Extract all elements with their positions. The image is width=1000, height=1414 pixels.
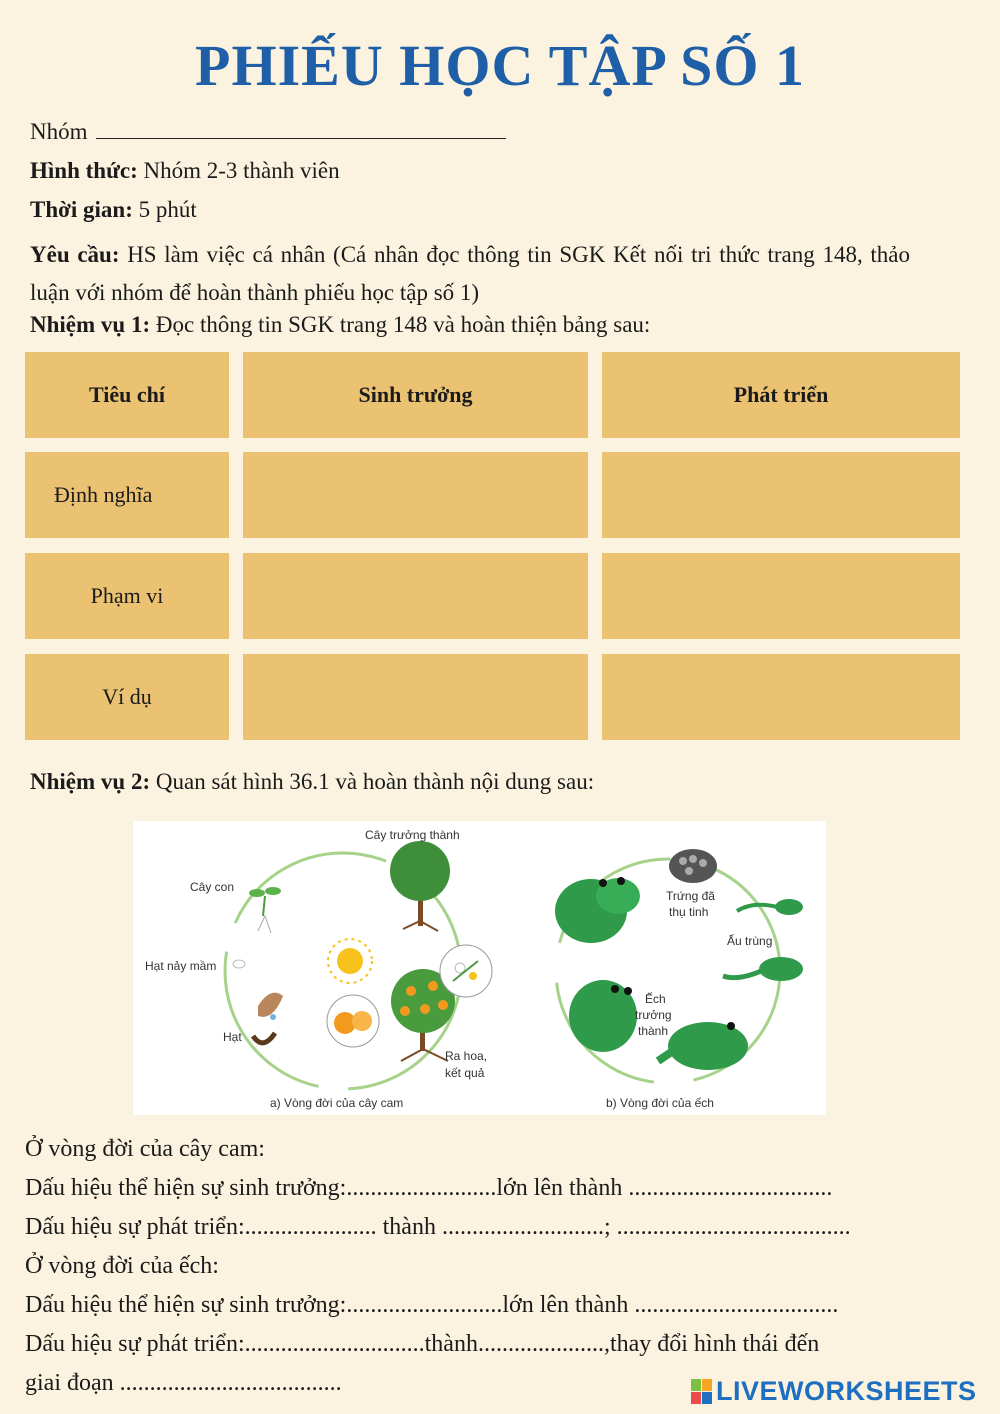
- caption-orange-cycle: a) Vòng đời của cây cam: [270, 1096, 404, 1110]
- cell-example-growth[interactable]: [243, 654, 588, 740]
- mature-frog-icon: [569, 980, 637, 1052]
- form-label: Hình thức:: [30, 158, 138, 183]
- seedling-icon: [249, 887, 281, 933]
- label-germinating-seed: Hạt nảy mầm: [145, 959, 217, 973]
- life-cycle-illustration: [133, 821, 826, 1115]
- liveworksheets-brand: [690, 1376, 977, 1407]
- question-orange-growth[interactable]: Dấu hiệu thể hiện sự sinh trưởng:.........................lớn lên thành ..................................: [25, 1175, 833, 1201]
- brand-name: LIVEWORKSHEETS: [716, 1376, 977, 1406]
- label-adult-frog-1: Ếch: [645, 992, 666, 1006]
- orange-fruit-icon: [327, 995, 379, 1047]
- task1-value: Đọc thông tin SGK trang 148 và hoàn thiện bảng sau:: [150, 312, 651, 337]
- mature-tree-icon: [390, 841, 450, 931]
- seed-icon: [253, 993, 283, 1043]
- adult-frogs-icon: [555, 877, 640, 943]
- label-fertilized-eggs-1: Trứng đã: [666, 889, 715, 903]
- group-name-blank[interactable]: [96, 118, 506, 139]
- question-frog-development[interactable]: Dấu hiệu sự phát triển:..............................thành.....................,thay đổi hình thái đến: [25, 1331, 820, 1357]
- row-label-example: Ví dụ: [25, 654, 229, 740]
- label-seed: Hạt: [223, 1030, 242, 1044]
- row-label-definition: Định nghĩa: [25, 452, 229, 538]
- cell-definition-development[interactable]: [602, 452, 960, 538]
- worksheet-title: PHIẾU HỌC TẬP SỐ 1: [195, 33, 805, 98]
- question-orange-heading: Ở vòng đời của cây cam:: [25, 1136, 265, 1162]
- cell-example-development[interactable]: [602, 654, 960, 740]
- germinating-seed-icon: [233, 960, 245, 968]
- sun-icon: [328, 939, 372, 983]
- caption-frog-cycle: b) Vòng đời của ếch: [606, 1096, 714, 1110]
- life-cycle-figure: [133, 821, 826, 1115]
- group-line: [30, 118, 506, 145]
- task2-value: Quan sát hình 36.1 và hoàn thành nội dung sau:: [150, 769, 595, 794]
- time-line: [30, 197, 197, 223]
- label-mature-tree: Cây trưởng thành: [365, 828, 460, 842]
- young-frog-icon: [658, 1022, 748, 1070]
- task2-label: Nhiệm vụ 2:: [30, 769, 151, 794]
- label-fruiting: kết quả: [445, 1066, 485, 1080]
- requirement-label: Yêu cầu:: [30, 242, 120, 267]
- tadpole-icon: [737, 899, 803, 915]
- frog-eggs-icon: [669, 849, 717, 883]
- time-label: Thời gian:: [30, 197, 133, 222]
- requirement-text: [30, 236, 910, 312]
- question-frog-stage[interactable]: giai đoạn .....................................: [25, 1370, 342, 1396]
- header-growth: Sinh trưởng: [243, 352, 588, 438]
- group-label: Nhóm: [30, 119, 88, 144]
- label-seedling: Cây con: [190, 880, 235, 894]
- task1-label: Nhiệm vụ 1:: [30, 312, 151, 337]
- requirement-value: HS làm việc cá nhân (Cá nhân đọc thông tin SGK Kết nối tri thức trang 148, thảo luận với nhóm để hoàn thành phiếu học tập số 1): [30, 242, 910, 305]
- label-flowering: Ra hoa,: [445, 1049, 488, 1063]
- liveworksheets-logo-icon: [690, 1379, 712, 1405]
- question-orange-development[interactable]: Dấu hiệu sự phát triển:...................... thành ...........................; .......................................: [25, 1214, 851, 1240]
- cell-scope-development[interactable]: [602, 553, 960, 639]
- label-tadpole: Ấu trùng: [727, 934, 773, 948]
- form-line: [30, 158, 340, 184]
- row-label-scope: Phạm vi: [25, 553, 229, 639]
- flower-icon: [440, 945, 492, 997]
- cell-scope-growth[interactable]: [243, 553, 588, 639]
- header-criteria: Tiêu chí: [25, 352, 229, 438]
- label-fertilized-eggs-2: thụ tinh: [669, 905, 709, 919]
- header-development: Phát triển: [602, 352, 960, 438]
- question-frog-growth[interactable]: Dấu hiệu thể hiện sự sinh trưởng:..........................lớn lên thành ..................................: [25, 1292, 839, 1318]
- task2-line: [30, 769, 594, 795]
- form-value: Nhóm 2-3 thành viên: [137, 158, 340, 183]
- question-frog-heading: Ở vòng đời của ếch:: [25, 1253, 219, 1279]
- froglet-tadpole-icon: [723, 957, 803, 981]
- label-adult-frog-3: thành: [638, 1024, 669, 1038]
- cell-definition-growth[interactable]: [243, 452, 588, 538]
- task1-line: [30, 312, 650, 338]
- time-value: 5 phút: [132, 197, 197, 222]
- label-adult-frog-2: trưởng: [635, 1008, 672, 1022]
